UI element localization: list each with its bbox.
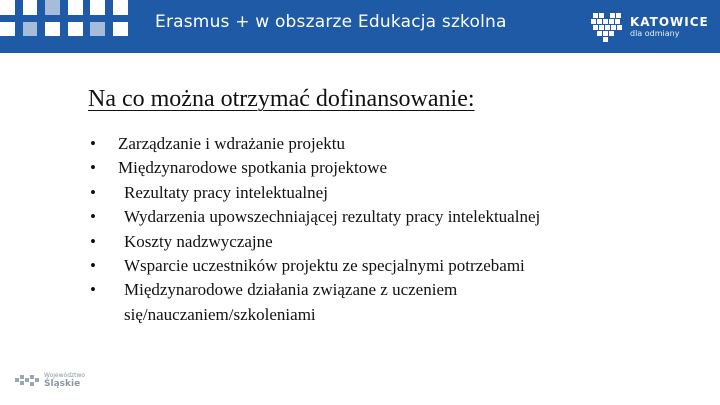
list-item: • Koszty nadzwyczajne [90,231,273,251]
list-item: • Wydarzenia upowszechniającej rezultaty pracy intelektualnej [90,207,541,227]
katowice-logo [590,9,709,45]
list-item: • Międzynarodowe spotkania projektowe [90,158,388,178]
list-item-continuation: się/nauczaniem/szkoleniami [124,304,316,324]
brand-name: KATOWICE [630,15,709,29]
silesia-logo-line1: Województwo [44,372,86,379]
brand-tagline: dla odmiany [630,29,680,38]
header-bar [0,0,720,53]
slide-heading: Na co można otrzymać dofinansowanie: [88,86,475,112]
list-item: • Międzynarodowe działania związane z uczeniem się/nauczaniem/szkoleniami [88,278,540,327]
silesia-logo [14,372,85,389]
header-title: Erasmus + w obszarze Edukacja szkolna [155,12,507,32]
silesia-logo-icon [14,373,42,389]
list-item: • Zarządzanie i wdrażanie projektu [90,134,346,153]
silesia-logo-line2: Śląskie [44,379,81,389]
list-item: • Wsparcie uczestników projektu ze specjalnymi potrzebami [90,256,525,276]
list-item: • Rezultaty pracy intelektualnej [90,182,328,202]
katowice-heart-icon [590,10,624,44]
funding-list [88,132,540,327]
